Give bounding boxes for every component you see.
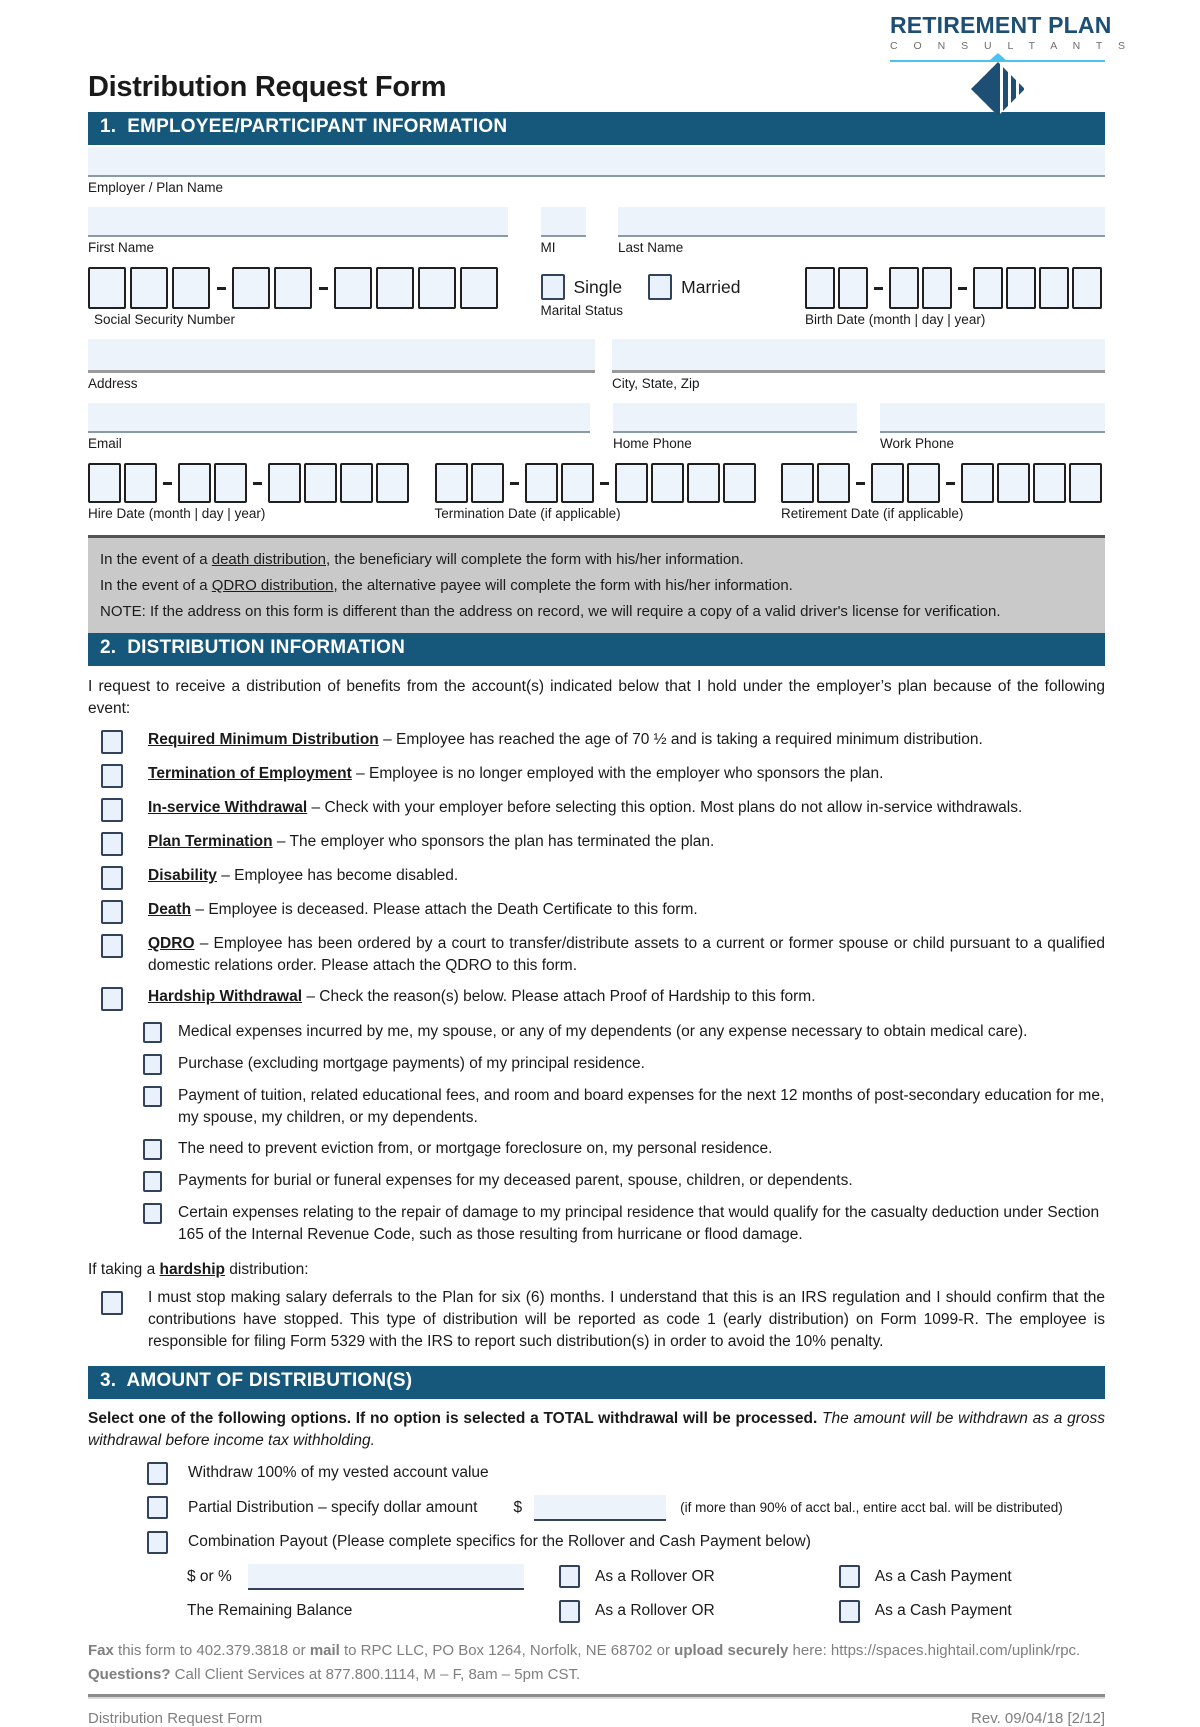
retirement-date-digit-box[interactable] bbox=[781, 463, 814, 503]
option-title: Death bbox=[148, 901, 192, 918]
married-label: Married bbox=[681, 276, 741, 297]
footer-upload-url: here: https://spaces.hightail.com/uplink/rpc. bbox=[788, 1641, 1081, 1659]
note-text: In the event of a bbox=[100, 551, 212, 568]
option-plan-termination bbox=[88, 831, 1105, 856]
retirement-date-field bbox=[781, 463, 1105, 521]
partial-distribution-label: Partial Distribution – specify dollar amount bbox=[188, 1498, 478, 1516]
remaining-balance-row bbox=[88, 1600, 1105, 1623]
combo-amount-row bbox=[88, 1564, 1105, 1590]
hire-date-field bbox=[88, 463, 412, 521]
footer-upload-bold: upload securely bbox=[674, 1641, 789, 1659]
option-desc: – Check with your employer before selecting this option. Most plans do not allow in-service withdrawals. bbox=[311, 799, 1023, 816]
option-desc: – Employee is deceased. Please attach the Death Certificate to this form. bbox=[195, 901, 698, 918]
footer-questions-bold: Questions? bbox=[88, 1665, 171, 1683]
retirement-date-digit-box[interactable] bbox=[1033, 463, 1066, 503]
dash-separator bbox=[217, 287, 226, 290]
hardship-prompt bbox=[88, 1261, 1105, 1279]
ssn-field bbox=[88, 267, 502, 327]
footer-mail-bold: mail bbox=[309, 1641, 340, 1659]
note-qdro bbox=[100, 577, 1093, 594]
intro-bold: Select one of the following options. If no option is selected a TOTAL withdrawal will be processed. bbox=[88, 1409, 818, 1427]
termination-date-digit-box[interactable] bbox=[723, 463, 756, 503]
option-partial-distribution bbox=[88, 1495, 1105, 1521]
hire-date-digit-box[interactable] bbox=[88, 463, 121, 503]
dash-separator bbox=[946, 482, 955, 485]
birth-date-digit-box[interactable] bbox=[838, 267, 868, 309]
note-address bbox=[100, 603, 1093, 620]
dash-separator bbox=[600, 482, 609, 485]
remaining-rollover-label: As a Rollover OR bbox=[595, 1602, 715, 1620]
note-text: NOTE: If the address on this form is different than the address on record, we will require a copy of a valid driver's license for verification. bbox=[100, 603, 1001, 620]
option-in-service-withdrawal bbox=[88, 797, 1105, 822]
ssn-digit-box[interactable] bbox=[376, 267, 414, 309]
retirement-date-digit-box[interactable] bbox=[817, 463, 850, 503]
hardship-reason-text: Medical expenses incurred by me, my spouse, or any of my dependents (or any expense necessary to obtain medical care). bbox=[178, 1023, 1028, 1040]
dash-separator bbox=[163, 482, 172, 485]
footer-fax-bold: Fax bbox=[88, 1641, 114, 1659]
dash-separator bbox=[510, 482, 519, 485]
footer-line-questions bbox=[88, 1663, 1105, 1687]
partial-amount-input[interactable] bbox=[534, 1495, 666, 1521]
hardship-agreement bbox=[88, 1287, 1105, 1353]
hire-date-boxes bbox=[88, 463, 412, 503]
footer-text: Call Client Services at 877.800.1114, M – F, 8am – 5pm CST. bbox=[170, 1665, 581, 1683]
employer-input[interactable] bbox=[88, 147, 1105, 177]
combination-payout-label: Combination Payout (Please complete specifics for the Rollover and Cash Payment below) bbox=[188, 1533, 811, 1551]
note-underlined: QDRO distribution bbox=[211, 577, 334, 594]
hire-date-label: Hire Date (month | day | year) bbox=[88, 506, 266, 521]
option-title: Plan Termination bbox=[148, 833, 273, 850]
section-3-header: 3. AMOUNT OF DISTRIBUTION(S) bbox=[88, 1366, 1105, 1399]
dash-separator bbox=[319, 287, 328, 290]
ssn-digit-box[interactable] bbox=[172, 267, 210, 309]
option-desc: – The employer who sponsors the plan has terminated the plan. bbox=[276, 833, 715, 850]
remaining-cash-label: As a Cash Payment bbox=[874, 1602, 1012, 1620]
option-text bbox=[148, 986, 1105, 1011]
first-name-label: First Name bbox=[88, 240, 155, 255]
checkbox-hardship-eviction[interactable] bbox=[143, 1139, 162, 1160]
logo-diamond-icon bbox=[971, 62, 1025, 116]
checkbox-combination-payout[interactable] bbox=[147, 1531, 168, 1554]
city-state-zip-field bbox=[612, 339, 1105, 391]
birth-date-digit-box[interactable] bbox=[973, 267, 1003, 309]
checkbox-in-service-withdrawal[interactable] bbox=[101, 798, 123, 822]
termination-date-digit-box[interactable] bbox=[435, 463, 468, 503]
home-phone-input[interactable] bbox=[613, 403, 857, 433]
hire-date-digit-box[interactable] bbox=[376, 463, 409, 503]
email-label: Email bbox=[88, 436, 122, 451]
hardship-reason-text: Payments for burial or funeral expenses for my deceased parent, spouse, children, or dependents. bbox=[178, 1172, 853, 1190]
hire-date-digit-box[interactable] bbox=[214, 463, 247, 503]
checkbox-qdro[interactable] bbox=[101, 934, 123, 958]
option-text bbox=[148, 763, 1105, 788]
info-note-box bbox=[88, 535, 1105, 633]
retirement-date-boxes bbox=[781, 463, 1105, 503]
termination-date-boxes bbox=[435, 463, 759, 503]
ssn-digit-box[interactable] bbox=[232, 267, 270, 309]
hardship-reason-medical bbox=[143, 1021, 1105, 1043]
mi-input[interactable] bbox=[541, 207, 586, 237]
birth-date-digit-box[interactable] bbox=[1006, 267, 1036, 309]
intro-italic: The amount will be withdrawn as a gross withdrawal before income tax withholding. bbox=[88, 1409, 1105, 1449]
checkbox-required-minimum-distribution[interactable] bbox=[101, 730, 123, 754]
checkbox-plan-termination[interactable] bbox=[101, 832, 123, 856]
footer-revision: Rev. 09/04/18 [2/12] bbox=[971, 1709, 1105, 1727]
note-text: In the event of a bbox=[100, 577, 212, 594]
hire-date-digit-box[interactable] bbox=[124, 463, 157, 503]
section-3-intro bbox=[88, 1408, 1105, 1452]
ssn-digit-box[interactable] bbox=[460, 267, 498, 309]
ssn-digit-box[interactable] bbox=[274, 267, 312, 309]
email-field bbox=[88, 403, 590, 451]
hardship-reason-text: Payment of tuition, related educational fees, and room and board expenses for the next 12 months of post-secondary education for me, my spouse, my children, or my dependents. bbox=[178, 1087, 1105, 1126]
option-withdraw-100 bbox=[88, 1462, 1105, 1485]
option-termination-of-employment bbox=[88, 763, 1105, 788]
marital-status-label: Marital Status bbox=[540, 303, 624, 318]
option-combination-payout bbox=[88, 1531, 1105, 1554]
hardship-agreement-text: I must stop making salary deferrals to the Plan for six (6) months. I understand that this is an IRS regulation and I should confirm that the contributions have stopped. This type of distribution will be reported as code 1 (early distribution) on Form 1099-R. The employee is responsible for filing Form 5329 with the IRS to report such distribution(s) in order to avoid the 10% penalty. bbox=[148, 1288, 1105, 1350]
footer-line-fax bbox=[88, 1639, 1105, 1663]
birth-date-boxes bbox=[805, 267, 1105, 309]
footer-bottom bbox=[88, 1710, 1105, 1727]
home-phone-field bbox=[613, 403, 857, 451]
checkbox-remaining-rollover[interactable] bbox=[559, 1600, 580, 1623]
city-state-zip-label: City, State, Zip bbox=[612, 376, 700, 391]
termination-date-digit-box[interactable] bbox=[651, 463, 684, 503]
option-hardship-withdrawal bbox=[88, 986, 1105, 1011]
ssn-label: Social Security Number bbox=[94, 312, 236, 327]
checkbox-partial-distribution[interactable] bbox=[147, 1496, 168, 1519]
ssn-digit-box[interactable] bbox=[418, 267, 456, 309]
remaining-balance-cell bbox=[187, 1602, 559, 1620]
combo-cash-label: As a Cash Payment bbox=[874, 1567, 1012, 1585]
dash-separator bbox=[874, 287, 883, 290]
retirement-date-digit-box[interactable] bbox=[997, 463, 1030, 503]
address-row bbox=[88, 339, 1105, 391]
work-phone-label: Work Phone bbox=[880, 436, 955, 451]
first-name-input[interactable] bbox=[88, 207, 508, 237]
dash-separator bbox=[856, 482, 865, 485]
option-desc: – Employee has become disabled. bbox=[221, 867, 459, 884]
option-title: Hardship Withdrawal bbox=[148, 988, 303, 1005]
birth-date-digit-box[interactable] bbox=[1039, 267, 1069, 309]
birth-date-digit-box[interactable] bbox=[1072, 267, 1102, 309]
termination-date-digit-box[interactable] bbox=[525, 463, 558, 503]
checkbox-hardship-burial[interactable] bbox=[143, 1171, 162, 1192]
checkbox-hardship-purchase[interactable] bbox=[143, 1054, 162, 1075]
birth-date-label: Birth Date (month | day | year) bbox=[804, 312, 986, 327]
note-text: , the beneficiary will complete the form with his/her information. bbox=[326, 551, 744, 568]
option-desc: – Check the reason(s) below. Please attach Proof of Hardship to this form. bbox=[306, 988, 816, 1005]
checkbox-combo-cash[interactable] bbox=[839, 1565, 860, 1588]
birth-date-digit-box[interactable] bbox=[922, 267, 952, 309]
checkbox-hardship-tuition[interactable] bbox=[143, 1086, 162, 1107]
prompt-bold: hardship bbox=[159, 1260, 225, 1278]
dates-row bbox=[88, 463, 1105, 521]
option-required-minimum-distribution bbox=[88, 729, 1105, 754]
mi-field bbox=[541, 207, 586, 255]
birth-date-digit-box[interactable] bbox=[889, 267, 919, 309]
combo-amount-cell bbox=[187, 1564, 559, 1590]
ssn-digit-box[interactable] bbox=[130, 267, 168, 309]
dollar-sign: $ bbox=[513, 1498, 523, 1516]
marital-options bbox=[541, 267, 767, 300]
combo-amount-label: $ or % bbox=[187, 1567, 232, 1585]
option-desc: – Employee has reached the age of 70 ½ and is taking a required minimum distribution. bbox=[383, 731, 983, 748]
checkbox-hardship-withdrawal[interactable] bbox=[101, 987, 123, 1011]
option-title: QDRO bbox=[148, 935, 195, 952]
retirement-date-digit-box[interactable] bbox=[1069, 463, 1102, 503]
birth-date-field bbox=[805, 267, 1105, 327]
option-text bbox=[148, 797, 1105, 822]
footer-text: this form to 402.379.3818 or bbox=[113, 1641, 310, 1659]
hire-date-digit-box[interactable] bbox=[340, 463, 373, 503]
name-row bbox=[88, 207, 1105, 255]
checkbox-stop-deferrals[interactable] bbox=[101, 1291, 123, 1315]
checkbox-hardship-medical[interactable] bbox=[143, 1022, 162, 1043]
contact-row bbox=[88, 403, 1105, 451]
prompt-text: distribution: bbox=[224, 1260, 309, 1278]
retirement-date-digit-box[interactable] bbox=[907, 463, 940, 503]
hire-date-digit-box[interactable] bbox=[178, 463, 211, 503]
mi-label: MI bbox=[540, 240, 556, 255]
option-qdro bbox=[88, 933, 1105, 977]
checkbox-hardship-casualty[interactable] bbox=[143, 1203, 162, 1224]
dash-separator bbox=[958, 287, 967, 290]
termination-date-label: Termination Date (if applicable) bbox=[434, 506, 621, 521]
page-title: Distribution Request Form bbox=[88, 71, 447, 103]
option-text bbox=[148, 729, 1105, 754]
email-input[interactable] bbox=[88, 403, 590, 433]
address-label: Address bbox=[88, 376, 138, 391]
hardship-reason-text: Purchase (excluding mortgage payments) of my principal residence. bbox=[178, 1055, 645, 1072]
withdraw-100-label: Withdraw 100% of my vested account value bbox=[188, 1464, 489, 1482]
termination-date-digit-box[interactable] bbox=[615, 463, 648, 503]
hardship-reason-tuition bbox=[143, 1085, 1105, 1128]
checkbox-disability[interactable] bbox=[101, 866, 123, 890]
checkbox-death[interactable] bbox=[101, 900, 123, 924]
hardship-reason-text: The need to prevent eviction from, or mortgage foreclosure on, my personal residence. bbox=[178, 1140, 773, 1158]
employer-field bbox=[88, 147, 1105, 195]
checkbox-remaining-cash[interactable] bbox=[839, 1600, 860, 1623]
page-header bbox=[0, 0, 1200, 112]
home-phone-label: Home Phone bbox=[613, 436, 692, 451]
termination-date-digit-box[interactable] bbox=[687, 463, 720, 503]
prompt-text: If taking a bbox=[88, 1260, 160, 1278]
option-death bbox=[88, 899, 1105, 924]
termination-date-digit-box[interactable] bbox=[471, 463, 504, 503]
single-checkbox[interactable] bbox=[541, 274, 565, 300]
hardship-reason-eviction bbox=[143, 1138, 1105, 1160]
note-text: , the alternative payee will complete the form with his/her information. bbox=[333, 577, 793, 594]
remaining-balance-label: The Remaining Balance bbox=[187, 1602, 353, 1620]
partial-note: (if more than 90% of acct bal., entire acct bal. will be distributed) bbox=[680, 1500, 1063, 1516]
hardship-reason-burial bbox=[143, 1170, 1105, 1192]
dash-separator bbox=[253, 482, 262, 485]
ssn-digit-box[interactable] bbox=[88, 267, 126, 309]
ssn-digit-box[interactable] bbox=[334, 267, 372, 309]
ssn-marital-birth-row bbox=[88, 267, 1105, 327]
option-desc: – Employee is no longer employed with the employer who sponsors the plan. bbox=[356, 765, 884, 782]
section-1-header: 1. EMPLOYEE/PARTICIPANT INFORMATION bbox=[88, 112, 1105, 145]
address-input[interactable] bbox=[88, 339, 595, 373]
logo-text-line2: C O N S U L T A N T S bbox=[890, 40, 1132, 52]
hardship-reason-casualty bbox=[143, 1202, 1105, 1245]
combo-amount-input[interactable] bbox=[248, 1564, 524, 1590]
section-2-intro: I request to receive a distribution of benefits from the account(s) indicated below that I hold under the employer’s plan because of the following event: bbox=[88, 678, 1105, 717]
employer-row bbox=[88, 147, 1105, 195]
ssn-boxes bbox=[88, 267, 502, 309]
retirement-date-digit-box[interactable] bbox=[961, 463, 994, 503]
option-title: Termination of Employment bbox=[148, 765, 352, 782]
combo-rollover-label: As a Rollover OR bbox=[595, 1567, 715, 1585]
last-name-input[interactable] bbox=[618, 207, 1105, 237]
note-underlined: death distribution bbox=[211, 551, 326, 568]
employer-label: Employer / Plan Name bbox=[88, 180, 224, 195]
checkbox-withdraw-100[interactable] bbox=[147, 1462, 168, 1485]
option-text bbox=[148, 933, 1105, 977]
first-name-field bbox=[88, 207, 508, 255]
form-body bbox=[0, 112, 1200, 1727]
termination-date-field bbox=[435, 463, 759, 521]
section-2-header: 2. DISTRIBUTION INFORMATION bbox=[88, 633, 1105, 666]
marital-status-field bbox=[541, 267, 767, 327]
hardship-reason-purchase bbox=[143, 1053, 1105, 1075]
hire-date-digit-box[interactable] bbox=[268, 463, 301, 503]
city-state-zip-input[interactable] bbox=[612, 339, 1105, 373]
last-name-field bbox=[618, 207, 1105, 255]
hire-date-digit-box[interactable] bbox=[304, 463, 337, 503]
checkbox-termination-of-employment[interactable] bbox=[101, 764, 123, 788]
last-name-label: Last Name bbox=[618, 240, 684, 255]
termination-date-digit-box[interactable] bbox=[561, 463, 594, 503]
footer-divider bbox=[88, 1694, 1105, 1697]
option-desc: – Employee has been ordered by a court to transfer/distribute assets to a current or former spouse or child pursuant to a qualified domestic relations order. Please attach the QDRO to this form. bbox=[148, 935, 1105, 974]
single-label: Single bbox=[573, 276, 623, 297]
hardship-reason-text: Certain expenses relating to the repair of damage to my principal residence that would qualify for the casualty deduction under Section 165 of the Internal Revenue Code, such as those resulting from hurricane or flood damage. bbox=[178, 1204, 1100, 1244]
married-checkbox[interactable] bbox=[648, 274, 672, 300]
work-phone-field bbox=[880, 403, 1105, 451]
option-text bbox=[148, 865, 1105, 890]
option-text bbox=[148, 899, 1105, 924]
work-phone-input[interactable] bbox=[880, 403, 1105, 433]
option-title: In-service Withdrawal bbox=[148, 799, 308, 816]
note-death bbox=[100, 551, 1093, 568]
address-field bbox=[88, 339, 595, 391]
birth-date-digit-box[interactable] bbox=[805, 267, 835, 309]
checkbox-combo-rollover[interactable] bbox=[559, 1565, 580, 1588]
footer-text: to RPC LLC, PO Box 1264, Norfolk, NE 68702 or bbox=[339, 1641, 675, 1659]
logo-text-line1: RETIREMENT PLAN bbox=[890, 12, 1112, 38]
retirement-date-label: Retirement Date (if applicable) bbox=[781, 506, 964, 521]
option-title: Required Minimum Distribution bbox=[148, 731, 379, 748]
option-disability bbox=[88, 865, 1105, 890]
rpc-logo bbox=[890, 12, 1132, 108]
retirement-date-digit-box[interactable] bbox=[871, 463, 904, 503]
footer-form-name: Distribution Request Form bbox=[88, 1709, 263, 1727]
option-text bbox=[148, 831, 1105, 856]
footer-contact bbox=[88, 1639, 1105, 1687]
option-title: Disability bbox=[148, 867, 217, 884]
